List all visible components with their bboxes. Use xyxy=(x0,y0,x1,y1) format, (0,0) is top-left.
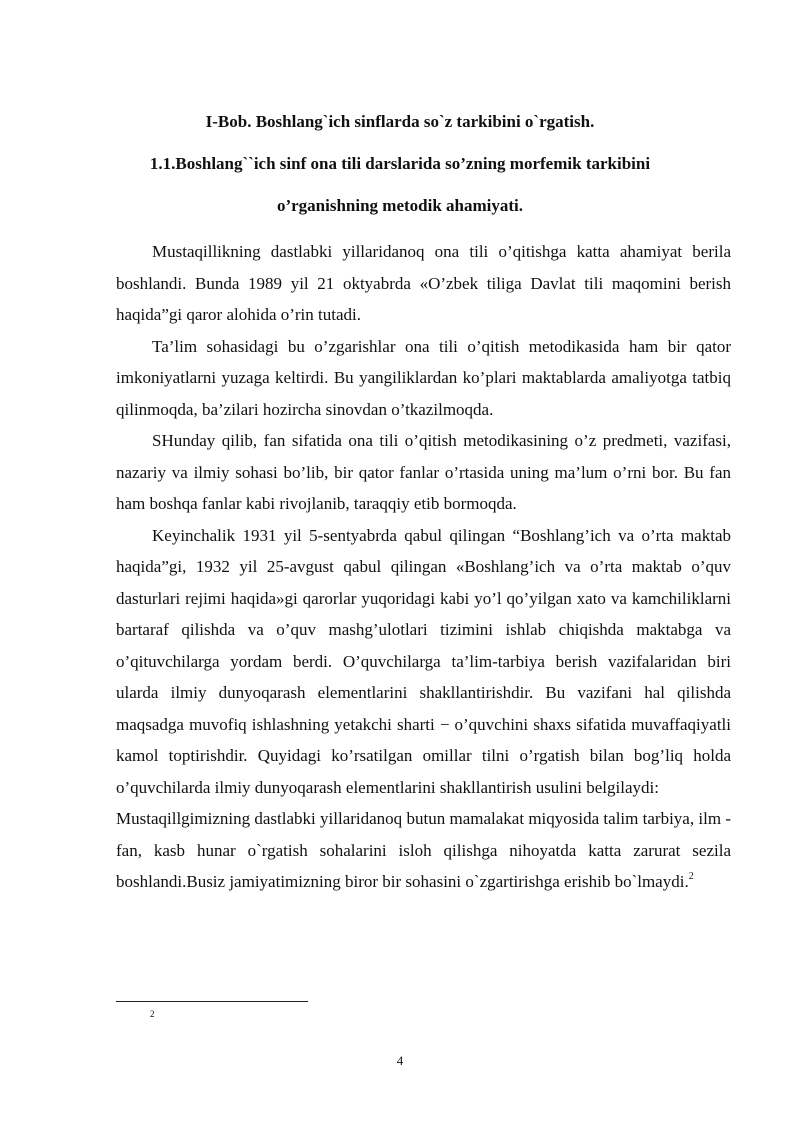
chapter-title: I-Bob. Boshlang`ich sinflarda so`z tarkibini o`rgatish. xyxy=(205,112,595,131)
section-title-line2: o’rganishning metodik ahamiyati. xyxy=(276,196,524,215)
footnote-mark: 2 xyxy=(150,1009,155,1019)
paragraph-last-text: Mustaqillgimizning dastlabki yillaridanoq butun mamalakat miqyosida talim tarbiya, ilm -fan, kasb hunar o`rgatish sohalarini isloh qilishga nihoyatda katta zarurat sezila boshlandi.Busiz jamiyatimizning biror bir sohasini o`zgartirishga erishib bo`lmaydi. xyxy=(116,809,731,891)
page-number: 4 xyxy=(396,1053,404,1068)
footnote-separator xyxy=(116,1001,308,1002)
paragraph-last xyxy=(116,803,731,898)
body-text xyxy=(116,236,731,898)
section-title-line1: 1.1.Boshlang``ich sinf ona tili darslarida so’zning morfemik tarkibini xyxy=(149,154,651,173)
paragraph: Mustaqillikning dastlabki yillaridanoq ona tili o’qitishga katta ahamiyat berila boshlandi. Bunda 1989 yil 21 oktyabrda «O’zbek tiliga Davlat tili maqomini berish haqida”gi qaror alohida o’rin tutadi. xyxy=(116,242,731,324)
paragraph: Ta’lim sohasidagi bu o’zgarishlar ona tili o’qitish metodikasida ham bir qator imkoniyatlarni yuzaga keltirdi. Bu yangiliklardan ko’plari maktablarda amaliyotga tatbiq qilinmoqda, ba’zilari hozircha sinovdan o’tkazilmoqda. xyxy=(116,336,731,419)
paragraph: Keyinchalik 1931 yil 5-sentyabrda qabul qilingan “Boshlang’ich va o’rta maktab haqida”gi, 1932 yil 25-avgust qabul qilingan «Boshlang’ich va o’rta maktab o’quv dasturlari rejimi haqida»gi qarorlar yuqoridagi kabi yo’l qo’yilgan xato va kamchiliklarni bartaraf qilishda va o’quv mashg’ulotlari tizimini ishlab chiqishda maktabga va o’qituvchilarga yordam berdi. O’quvchilarga ta’lim-tarbiya berish vazifalaridan biri ularda ilmiy dunyoqarash elementlarini shakllantirishdir. Bu vazifani hal qilishda maqsadga muvofiq ishlashning yetakchi sharti − o’quvchini shaxs sifatida muvaffaqiyatli kamol toptirishdir. Quyidagi ko’rsatilgan omillar tilni o’rgatish bilan bog’liq holda o’quvchilarda ilmiy dunyoqarash elementlarini shakllantirish usulini belgilaydi: xyxy=(116,525,731,797)
footnote-reference[interactable]: 2 xyxy=(688,871,694,883)
paragraph: SHunday qilib, fan sifatida ona tili o’qitish metodikasining o’z predmeti, vazifasi, nazariy va ilmiy sohasi bo’lib, bir qator fanlar o’rtasida uning ma’lum o’rni bor. Bu fan ham boshqa fanlar kabi rivojlanib, taraqqiy etib bormoqda. xyxy=(116,431,731,513)
